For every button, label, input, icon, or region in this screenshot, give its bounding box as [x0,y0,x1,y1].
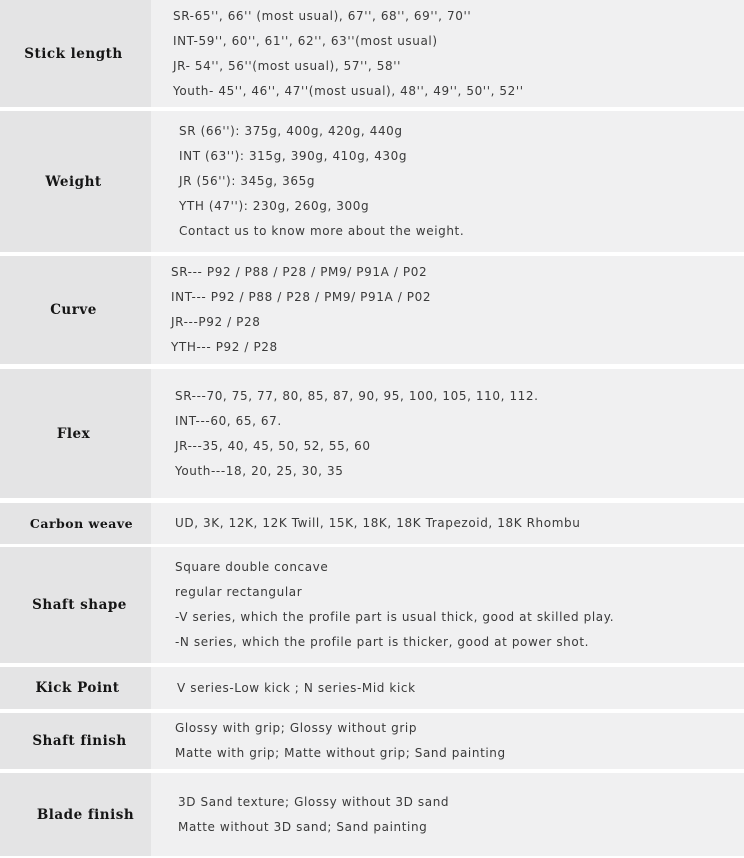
row-carbon-weave [0,503,744,544]
value-line: JR---P92 / P28 [171,315,261,329]
value-cell [151,547,744,663]
value-line: V series-Low kick ; N series-Mid kick [177,680,416,695]
value-cell [151,111,744,252]
row-kick-point [0,667,744,709]
value-line: YTH (47''): 230g, 260g, 300g [179,199,370,213]
row-label: Flex [56,425,91,442]
value-line: SR-65'', 66'' (most usual), 67'', 68'', 69'', 70'' [173,8,472,23]
value-line: -N series, which the profile part is thicker, good at power shot. [175,635,590,649]
value-line: regular rectangular [175,585,303,599]
row-flex [0,369,744,498]
value-line: Matte without 3D sand; Sand painting [178,819,428,834]
value-cell [151,503,744,544]
value-line: JR- 54'', 56''(most usual), 57'', 58'' [173,58,402,73]
value-cell [151,0,744,107]
value-line: INT--- P92 / P88 / P28 / PM9/ P91A / P02 [171,290,432,304]
value-line: Matte with grip; Matte without grip; Sand painting [175,746,506,760]
label-cell [0,773,159,856]
row-label: Shaft finish [32,733,127,749]
value-line: INT-59'', 60'', 61'', 62'', 63''(most usual) [173,33,438,48]
row-weight [0,111,744,252]
value-line: Youth---18, 20, 25, 30, 35 [175,463,344,478]
row-label: Weight [45,173,102,190]
value-line: SR (66''): 375g, 400g, 420g, 440g [179,124,403,138]
value-line: JR---35, 40, 45, 50, 52, 55, 60 [175,438,371,453]
label-cell [0,713,153,769]
value-line: INT (63''): 315g, 390g, 410g, 430g [179,149,408,163]
value-line: SR---70, 75, 77, 80, 85, 87, 90, 95, 100, 105, 110, 112. [175,388,539,403]
value-line: Square double concave [175,560,329,574]
value-cell [151,256,744,364]
row-label: Kick Point [35,680,120,696]
label-cell [0,0,153,107]
row-label: Stick length [24,45,123,62]
value-cell [151,713,744,769]
value-line: 3D Sand texture; Glossy without 3D sand [178,794,450,809]
label-cell [0,547,153,663]
value-line: Contact us to know more about the weight. [179,224,465,238]
value-line: Youth- 45'', 46'', 47''(most usual), 48'', 49'', 50'', 52'' [173,83,524,98]
value-cell [151,773,744,856]
label-cell [0,111,161,252]
row-stick-length [0,0,744,107]
value-line: UD, 3K, 12K, 12K Twill, 15K, 18K, 18K Trapezoid, 18K Rhombu [175,516,581,530]
row-shaft-finish [0,713,744,769]
label-cell [0,667,151,709]
row-blade-finish [0,773,744,856]
row-label: Carbon weave [29,516,134,531]
row-shaft-shape [0,547,744,663]
row-label: Shaft shape [32,597,127,613]
row-curve [0,256,744,364]
value-line: JR (56''): 345g, 365g [179,174,316,188]
value-line: SR--- P92 / P88 / P28 / PM9/ P91A / P02 [171,265,428,279]
row-label: Curve [50,302,97,318]
value-line: INT---60, 65, 67. [175,413,282,428]
value-line: -V series, which the profile part is usual thick, good at skilled play. [175,610,615,624]
value-cell [151,369,744,498]
value-line: YTH--- P92 / P28 [171,340,278,354]
value-cell [151,667,744,709]
label-cell [0,503,155,544]
label-cell [0,369,159,498]
row-label: Blade finish [36,806,135,823]
label-cell [0,256,155,364]
value-line: Glossy with grip; Glossy without grip [175,721,418,735]
